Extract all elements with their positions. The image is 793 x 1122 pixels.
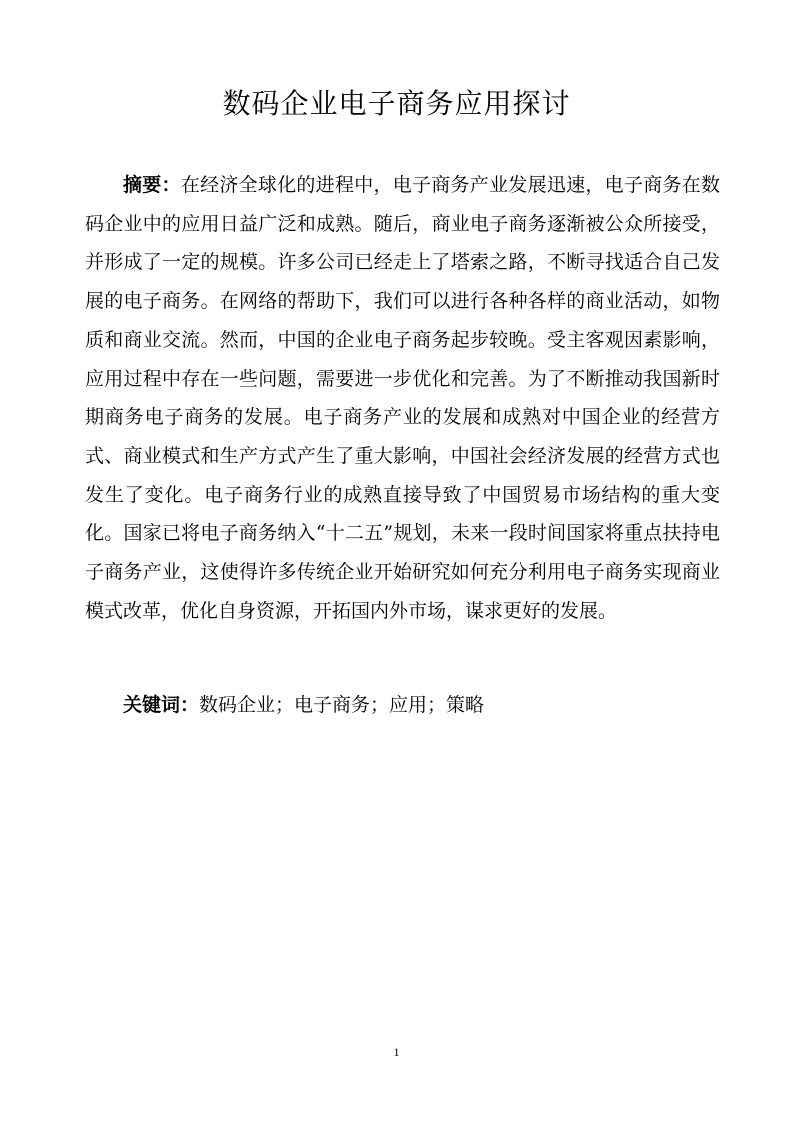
keywords-text: 数码企业；电子商务；应用；策略 bbox=[199, 694, 485, 716]
page-number: 1 bbox=[393, 1045, 400, 1059]
abstract-label: 摘要： bbox=[123, 174, 181, 196]
keywords-label: 关键词： bbox=[123, 694, 200, 716]
abstract-paragraph bbox=[85, 166, 720, 630]
abstract-text: 在经济全球化的进程中，电子商务产业发展迅速，电子商务在数码企业中的应用日益广泛和成熟。随后，商业电子商务逐渐被公众所接受，并形成了一定的规模。许多公司已经走上了塔索之路，不断寻找适合自己发展的电子商务。在网络的帮助下，我们可以进行各种各样的商业活动，如物质和商业交流。然而，中国的企业电子商务起步较晚。受主客观因素影响，应用过程中存在一些问题，需要进一步优化和完善。为了不断推动我国新时期商务电子商务的发展。电子商务产业的发展和成熟对中国企业的经营方式、商业模式和生产方式产生了重大影响，中国社会经济发展的经营方式也发生了变化。电子商务行业的成熟直接导致了中国贸易市场结构的重大变化。国家已将电子商务纳入“十二五”规划，未来一段时间国家将重点扶持电子商务产业，这使得许多传统企业开始研究如何充分利用电子商务实现商业模式改革，优化自身资源，开拓国内外市场，谋求更好的发展。 bbox=[85, 174, 720, 622]
document-title: 数码企业电子商务应用探讨 bbox=[222, 87, 571, 120]
keywords-paragraph bbox=[85, 686, 720, 724]
